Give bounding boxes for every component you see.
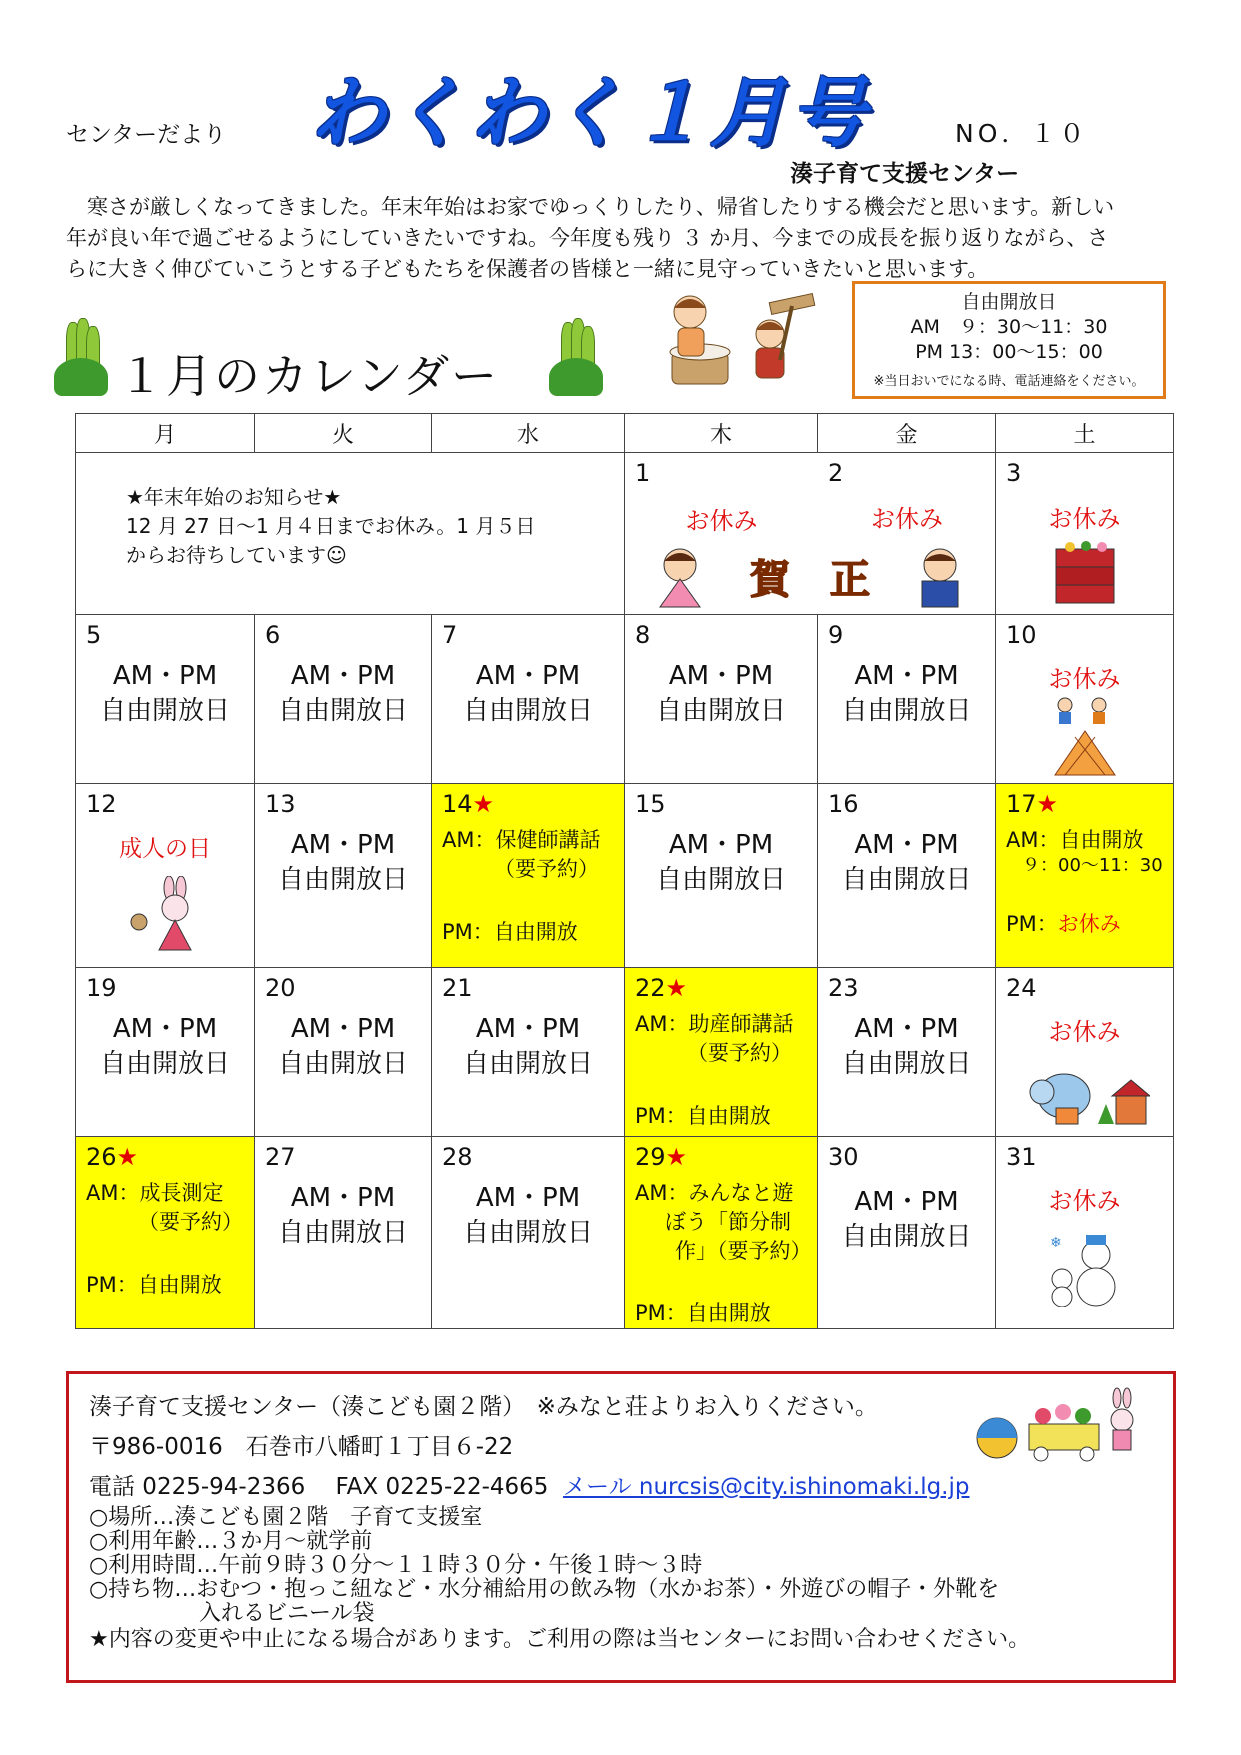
day-number: 3 <box>1006 459 1022 487</box>
day-number: 31 <box>1006 1143 1037 1171</box>
calendar-day-cell <box>255 968 432 1137</box>
calendar-week <box>76 453 1174 615</box>
day-number: 21 <box>442 974 473 1002</box>
calendar-day-cell <box>76 784 255 968</box>
notice-line: からお待ちしています☺ <box>126 543 347 567</box>
day-number: 13 <box>265 790 296 818</box>
kadomatsu-icon <box>545 318 607 396</box>
day-number: 10 <box>1006 621 1037 649</box>
calendar-event-cell <box>996 784 1174 968</box>
open-hours-am: AM ９：30～11：30 <box>910 316 1108 338</box>
day-number: 1 <box>635 459 651 487</box>
day-number: 29★ <box>635 1143 688 1171</box>
open-hours-pm: PM 13：00～15：00 <box>915 341 1103 363</box>
calendar-day-cell <box>996 453 1174 615</box>
notice-line: 12 月 27 日～1 月４日までお休み。1 月５日 <box>126 514 536 538</box>
calendar-event-cell <box>625 968 818 1137</box>
day-number: 5 <box>86 621 102 649</box>
info-change-notice: ★内容の変更や中止になる場合があります。ご利用の際は当センターにお問い合わせください。 <box>89 1627 1031 1652</box>
calendar-day-cell <box>818 968 996 1137</box>
calendar-day-cell <box>818 615 996 784</box>
info-location: ○場所…湊こども園２階 子育て支援室 <box>89 1505 483 1530</box>
new-year-notice <box>126 483 535 570</box>
intro-paragraph: 寒さが厳しくなってきました。年末年始はお家でゆっくりしたり、帰省したりする機会だと思います。新しい年が良い年で過ごせるようにしていきたいですね。今年度も残り ３ か月、今までの成長を振り返りながら、さらに大きく伸びていこうとする子どもたちを保護者の皆様と一緒に見守っていきたいと思います。 <box>66 195 1115 281</box>
kadomatsu-icon <box>50 318 112 396</box>
center-info-box <box>66 1371 1176 1683</box>
day-number: 27 <box>265 1143 296 1171</box>
calendar-event-cell <box>76 1137 255 1329</box>
calendar-day-cell <box>432 1137 625 1329</box>
open-day-label: AM・PM 自由開放日 <box>655 661 786 726</box>
elephant-kite-icon <box>1020 1052 1150 1128</box>
open-day-label: AM・PM 自由開放日 <box>277 661 408 726</box>
day-number: 17★ <box>1006 790 1059 818</box>
open-day-label: AM・PM 自由開放日 <box>277 1183 408 1248</box>
newsletter-title: わくわく１月号 <box>310 68 870 157</box>
holiday-label: 成人の日 <box>119 836 211 862</box>
open-day-label: AM・PM 自由開放日 <box>277 830 408 895</box>
mochitsuki-illustration <box>652 290 820 390</box>
open-day-label: AM・PM 自由開放日 <box>655 830 786 895</box>
event-health-talk: AM：保健師講話 （要予約） PM：自由開放 <box>442 828 601 944</box>
center-label: センターだより <box>66 122 227 148</box>
open-day-label: AM・PM 自由開放日 <box>462 661 593 726</box>
info-belongings-cont: 入れるビニール袋 <box>89 1601 375 1626</box>
postal-address: 〒986-0016 石巻市八幡町１丁目６-22 <box>89 1434 514 1460</box>
day-number: 15 <box>635 790 666 818</box>
open-day-label: AM・PM 自由開放日 <box>841 1014 972 1079</box>
issue-number: NO．１０ <box>955 119 1089 148</box>
calendar-event-cell <box>432 784 625 968</box>
open-day-label: AM・PM 自由開放日 <box>462 1183 593 1248</box>
day-number: 26★ <box>86 1143 139 1171</box>
day-number: 12 <box>86 790 117 818</box>
day-number: 9 <box>828 621 844 649</box>
open-hours-note: ※当日おいでになる時、電話連絡をください。 <box>873 374 1145 389</box>
svg-text:❄: ❄ <box>1049 1235 1062 1251</box>
weekday-header: 水 <box>432 414 625 453</box>
open-hours-box <box>852 281 1166 399</box>
day-number: 24 <box>1006 974 1037 1002</box>
calendar-day-cell <box>76 968 255 1137</box>
calendar-week <box>76 784 1174 968</box>
calendar-day-cell <box>255 784 432 968</box>
info-age: ○利用年齢…３か月～就学前 <box>89 1529 373 1554</box>
closed-label: お休み <box>685 507 758 535</box>
open-day-label: AM・PM 自由開放日 <box>99 1014 230 1079</box>
info-hours: ○利用時間…午前９時３０分～１１時３０分・午後１時～３時 <box>89 1553 703 1578</box>
calendar-day-cell <box>996 968 1174 1137</box>
calendar-day-cell <box>818 784 996 968</box>
weekday-header-row <box>76 414 1174 453</box>
open-day-label: AM・PM 自由開放日 <box>99 661 230 726</box>
open-day-label: AM・PM 自由開放日 <box>841 830 972 895</box>
calendar-week <box>76 615 1174 784</box>
weekday-header: 土 <box>996 414 1174 453</box>
day-number: 30 <box>828 1143 859 1171</box>
closed-label: お休み <box>1048 665 1121 693</box>
bonfire-festival-icon <box>1045 695 1125 777</box>
weekday-header: 金 <box>818 414 996 453</box>
day-number: 7 <box>442 621 458 649</box>
email-link[interactable]: メール nurcsis@city.ishinomaki.lg.jp <box>563 1474 970 1500</box>
new-year-greeting-illustration <box>640 543 980 609</box>
calendar-day-cell <box>432 968 625 1137</box>
day-number: 8 <box>635 621 651 649</box>
calendar-day-cell <box>255 615 432 784</box>
closed-label: お休み <box>1048 1018 1121 1046</box>
open-day-label: AM・PM 自由開放日 <box>841 661 972 726</box>
calendar-day-cell <box>625 615 818 784</box>
calendar-day-cell <box>625 453 996 615</box>
open-day-label: AM・PM 自由開放日 <box>277 1014 408 1079</box>
calendar-week <box>76 968 1174 1137</box>
calendar-day-cell <box>76 615 255 784</box>
event-morning-only: AM：自由開放 ９：00～11：30 PM：お休み <box>1006 828 1163 936</box>
snowman-icon <box>1040 1227 1130 1307</box>
day-number: 20 <box>265 974 296 1002</box>
calendar-day-cell <box>996 615 1174 784</box>
center-name: 湊子育て支援センター <box>790 161 1020 187</box>
closed-label: お休み <box>871 505 943 533</box>
calendar-week <box>76 1137 1174 1329</box>
calendar-day-cell <box>255 1137 432 1329</box>
calendar-table <box>75 413 1174 1329</box>
day-number: 22★ <box>635 974 688 1002</box>
day-number: 16 <box>828 790 859 818</box>
event-midwife-talk: AM：助産師講話 （要予約） PM：自由開放 <box>635 1012 794 1128</box>
open-day-label: AM・PM 自由開放日 <box>462 1014 593 1079</box>
osechi-box-icon <box>1050 539 1120 605</box>
day-number: 23 <box>828 974 859 1002</box>
weekday-header: 木 <box>625 414 818 453</box>
calendar-day-cell <box>996 1137 1174 1329</box>
weekday-header: 月 <box>76 414 255 453</box>
day-number: 14★ <box>442 790 495 818</box>
nenga-text: 賀 正 <box>750 557 870 603</box>
open-day-label: AM・PM 自由開放日 <box>841 1187 972 1252</box>
day-number: 6 <box>265 621 281 649</box>
day-number: 28 <box>442 1143 473 1171</box>
day-number: 19 <box>86 974 117 1002</box>
day-number: 2 <box>828 459 844 487</box>
new-year-notice-cell <box>76 453 625 615</box>
calendar-event-cell <box>625 1137 818 1329</box>
info-belongings: ○持ち物…おむつ・抱っこ紐など・水分補給用の飲み物（水かお茶）・外遊びの帽子・外靴を <box>89 1577 1000 1602</box>
open-hours-title: 自由開放日 <box>961 291 1057 313</box>
calendar-day-cell <box>818 1137 996 1329</box>
calendar-heading: １月のカレンダー <box>118 349 500 403</box>
center-address-note: 湊子育て支援センター（湊こども園２階） ※みなと荘よりお入りください。 <box>89 1394 878 1420</box>
event-growth-measurement: AM：成長測定 （要予約） PM：自由開放 <box>86 1181 243 1297</box>
calendar-day-cell <box>625 784 818 968</box>
calendar-day-cell <box>432 615 625 784</box>
weekday-header: 火 <box>255 414 432 453</box>
coming-of-age-rabbit-icon <box>125 876 205 952</box>
closed-label: お休み <box>1048 505 1121 533</box>
event-setsubun-craft: AM：みんなと遊 ぼう「節分制 作」（要予約） PM：自由開放 <box>635 1181 812 1325</box>
closed-label: お休み <box>1048 1187 1121 1215</box>
contact-numbers: 電話 0225-94-2366 FAX 0225-22-4665 メール nurcsis@city.ishinomaki.lg.jp <box>89 1474 970 1500</box>
notice-title: ★年末年始のお知らせ★ <box>126 485 342 509</box>
rabbit-cart-illustration <box>969 1386 1139 1464</box>
